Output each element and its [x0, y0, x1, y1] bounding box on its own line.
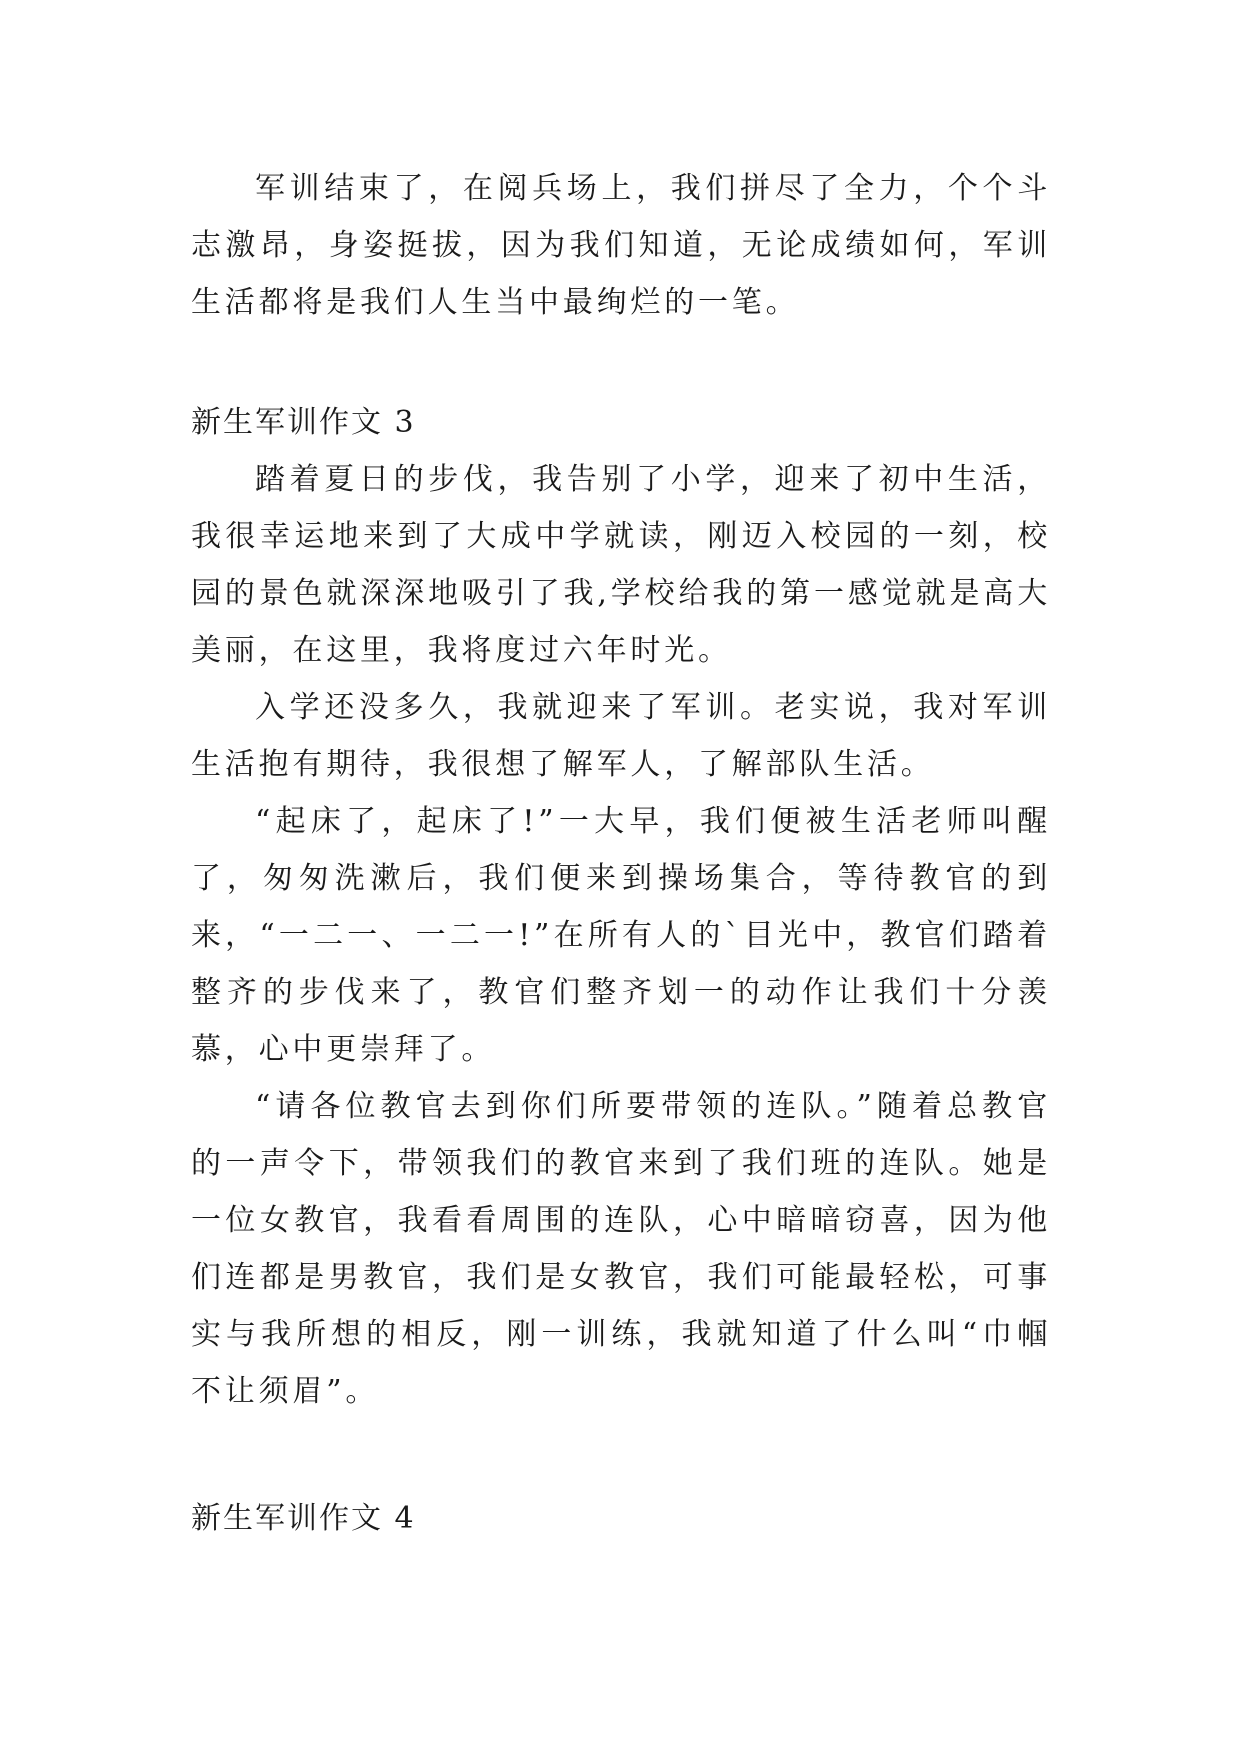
section-3-body [191, 451, 1051, 1420]
section-2-closing [191, 160, 1051, 331]
paragraph: 军训结束了，在阅兵场上，我们拼尽了全力，个个斗志激昂，身姿挺拔，因为我们知道，无论成绩如何，军训生活都将是我们人生当中最绚烂的一笔。 [191, 171, 1051, 320]
section-4-heading [191, 1490, 1051, 1547]
section-3-heading [191, 394, 1051, 451]
section-heading: 新生军训作文 3 [191, 405, 416, 440]
section-heading: 新生军训作文 4 [191, 1501, 416, 1536]
paragraph: 入学还没多久，我就迎来了军训。老实说，我对军训生活抱有期待，我很想了解军人，了解部队生活。 [191, 690, 1051, 782]
paragraph: “请各位教官去到你们所要带领的连队。”随着总教官的一声令下，带领我们的教官来到了我们班的连队。她是一位女教官，我看看周围的连队，心中暗暗窃喜，因为他们连都是男教官，我们是女教官，我们可能最轻松，可事实与我所想的相反，刚一训练，我就知道了什么叫“巾帼不让须眉”。 [191, 1089, 1051, 1409]
paragraph: 踏着夏日的步伐，我告别了小学，迎来了初中生活，我很幸运地来到了大成中学就读，刚迈入校园的一刻，校园的景色就深深地吸引了我,学校给我的第一感觉就是高大美丽，在这里，我将度过六年时光。 [191, 462, 1051, 668]
paragraph: “起床了，起床了!”一大早，我们便被生活老师叫醒了，匆匆洗漱后，我们便来到操场集合，等待教官的到来，“一二一、一二一!”在所有人的`目光中，教官们踏着整齐的步伐来了，教官们整齐划一的动作让我们十分羡慕，心中更崇拜了。 [191, 804, 1051, 1067]
